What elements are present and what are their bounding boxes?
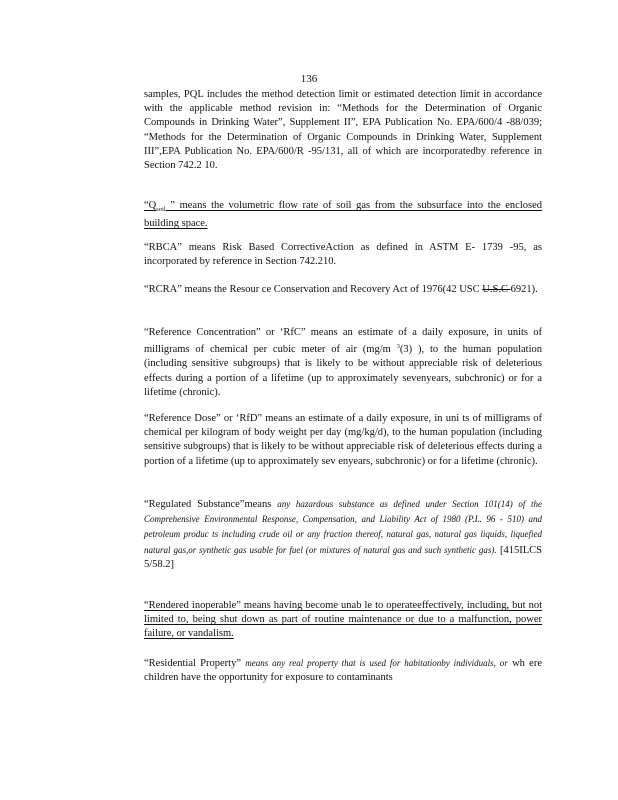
rcra-text: “RCRA” means the Resour ce Conservation and Recovery Act of 1976(42 USC (144, 284, 483, 295)
rfc-text-end: (3) ), to the human population (including sensitive subgroups) that is likely to be without appreciable risk of deleterious effects during a portion of a lifetime (up to approximately sevenyears, subchronic) or for a lifetime (chronic). (144, 344, 542, 398)
page-number: 136 (300, 73, 318, 85)
residential-property-term: “Residential Property” (144, 658, 246, 669)
paragraph-rfc-definition (144, 326, 542, 400)
rfd-text: “Reference Dose” or ‘RfD” means an estimate of a daily exposure, in uni ts of milligrams of chemical per kilogram of body weight per day (mg/kg/d), to the human population (including sensitive subgroups) that is likely to be without appreciable risk of deleterious effects during a portion of a lifetime (up to approximately sev enyears, subchronic) or for a lifetime (chronic). (144, 413, 542, 467)
residential-property-text-end: wh ere children have the opportunity for exposure to contaminants (144, 658, 542, 684)
rcra-text-end: 6921). (510, 284, 538, 295)
paragraph-rendered-inoperable-definition (144, 599, 542, 642)
paragraph-residential-property-definition (144, 656, 542, 685)
q-soil-text: ” means the volumetric flow rate of soil gas from the subsurface into the enclosed building space. (144, 200, 542, 230)
rcra-struck-text: U.S.C (482, 284, 511, 295)
regulated-substance-citation: [415ILCS 5/58.2] (144, 544, 542, 570)
rendered-inoperable-text: “Rendered inoperable” means having become unab le to operateeffectively, including, but not limited to, being shut down as part of routine maintenance or due to a malfunction, power failure, or vandalism. (144, 600, 542, 640)
paragraph-rbca-definition (144, 241, 542, 269)
rfc-text: “Reference Concentration” or ‘RfC” means an estimate of a daily exposure, in units of milligrams of chemical per cubic meter of air (mg/m (144, 327, 542, 356)
q-soil-subscript: soil (156, 206, 166, 213)
residential-property-statutory-text: means any real property that is used for habitationby individuals, or (245, 658, 508, 668)
q-soil-term: “Q (144, 200, 157, 211)
paragraph-regulated-substance-definition (144, 497, 542, 572)
rfc-superscript: 3 (396, 343, 400, 351)
rbca-text: “RBCA” means Risk Based CorrectiveAction as defined in ASTM E- 1739 -95, as incorporated by reference in Section 742.210. (144, 242, 542, 268)
pql-text: samples, PQL includes the method detection limit or estimated detection limit in accordance with the applicable method revision in: “Methods for the Determination of Organic Compounds in Drinking Water”, Supplement II”, EPA Publication No. EPA/600/4 -88/039; “Methods for the Determination of Organic Compounds in Drinking Water, Supplement III”,EPA Publication No. EPA/600/R -95/131, all of which are incorporatedby reference in Section 742.2 10. (144, 89, 542, 172)
paragraph-q-soil-definition (144, 199, 542, 231)
regulated-substance-statutory-text: any hazardous substance as defined under Section 101(14) of the Comprehensive Environmental Response, Compensation, and Liability Act of 1980 (P.L. 96 - 510) and petroleum produc ts including crude oil or any fraction thereof, natural gas, natural gas liquids, liquefied natural gas,or synthetic gas usable for fuel (or mixtures of natural gas and such synthetic gas). (144, 499, 542, 555)
paragraph-rcra-definition (144, 283, 542, 297)
paragraph-pql-continuation (144, 88, 542, 173)
paragraph-rfd-definition (144, 412, 542, 469)
regulated-substance-term: “Regulated Substance”means (144, 499, 278, 510)
